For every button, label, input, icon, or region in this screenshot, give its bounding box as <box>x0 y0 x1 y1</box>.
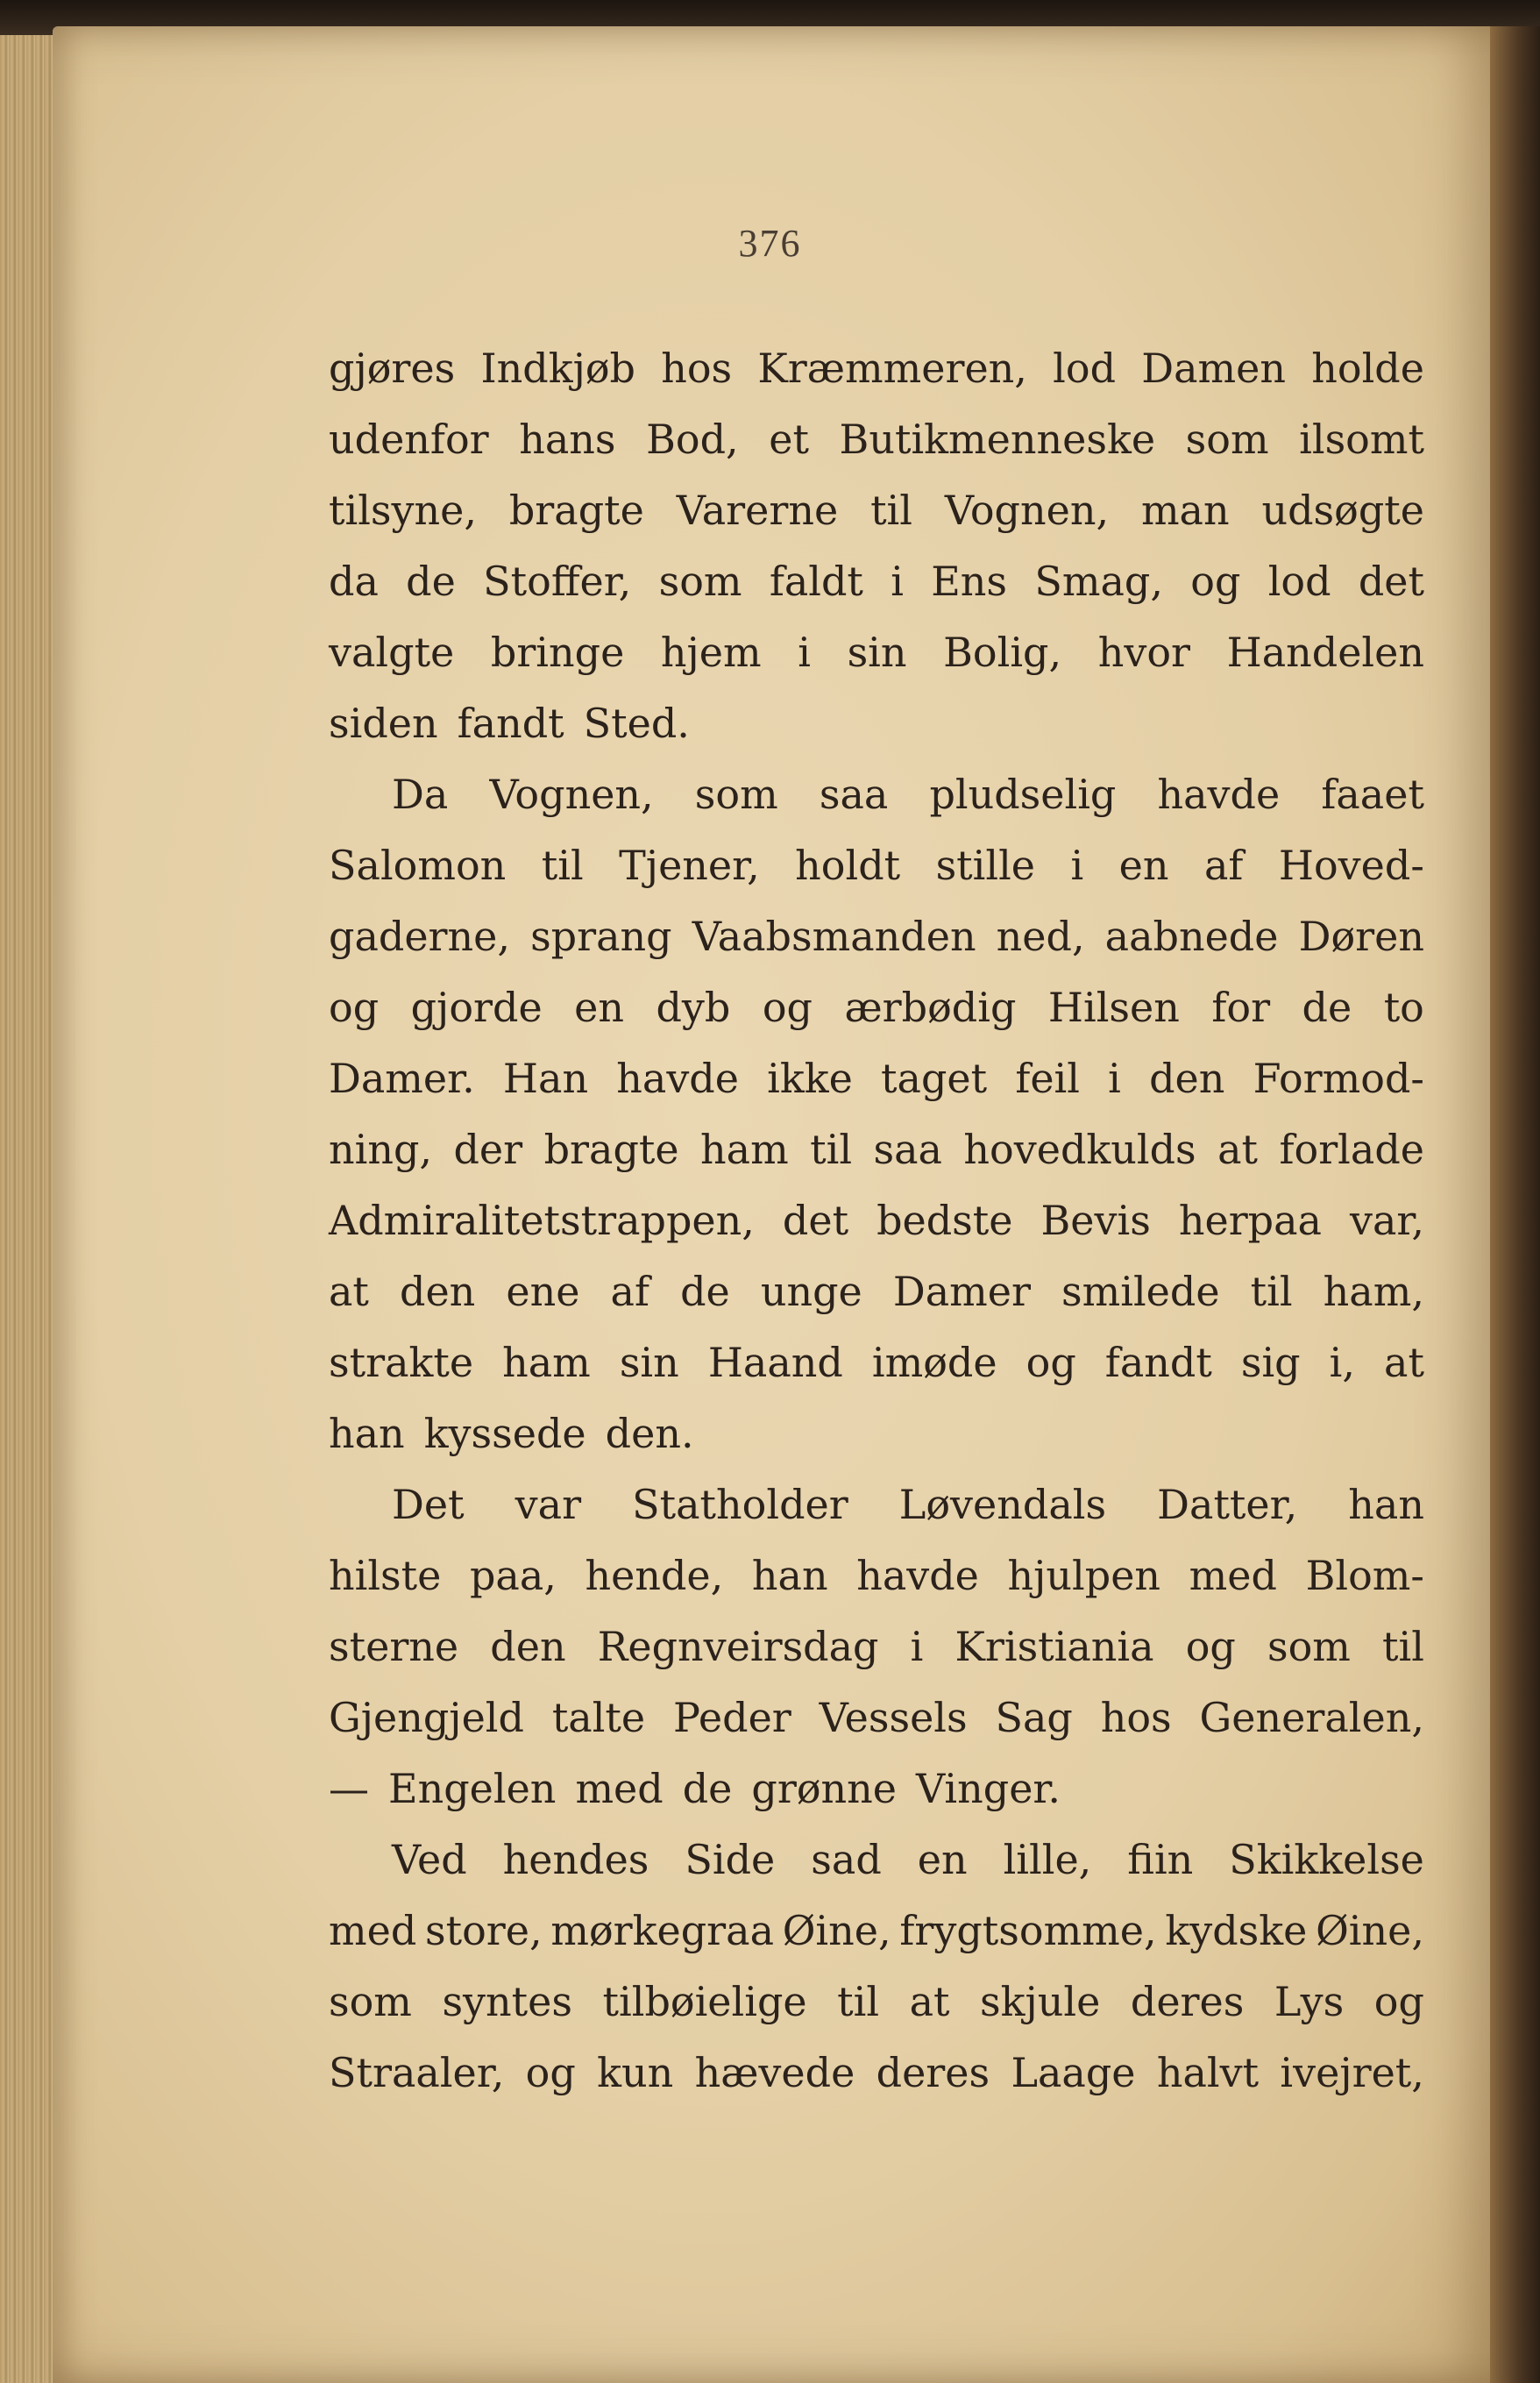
word: de <box>680 1268 730 1315</box>
word: Skikkelse <box>1229 1836 1424 1883</box>
word: som <box>1267 1623 1351 1670</box>
word: Damen <box>1141 345 1287 392</box>
word: lod <box>1053 345 1117 392</box>
word: Butikmenneske <box>839 416 1156 463</box>
word: af <box>1203 842 1244 889</box>
word: Da <box>392 771 449 818</box>
word: for <box>1211 984 1271 1031</box>
word: hos <box>1100 1694 1172 1741</box>
word: grønne <box>751 1765 898 1812</box>
word: Kristiania <box>955 1623 1154 1670</box>
text-line <box>329 617 1424 688</box>
text-line <box>329 1398 1424 1469</box>
word: Formod- <box>1253 1055 1424 1102</box>
word: lille, <box>1003 1836 1092 1883</box>
word: siden <box>329 700 438 747</box>
word: han <box>751 1552 828 1599</box>
word: feil <box>1015 1055 1080 1102</box>
text-line <box>329 1682 1424 1753</box>
text-line <box>329 1114 1424 1185</box>
word: kyssede <box>423 1410 586 1457</box>
word: ivejret, <box>1280 2049 1424 2096</box>
book-gutter <box>1490 26 1540 2383</box>
word: i <box>1070 842 1084 889</box>
word: talte <box>551 1694 646 1741</box>
text-line <box>329 830 1424 901</box>
word: Øine, <box>1316 1907 1424 1954</box>
word: Generalen, <box>1199 1694 1424 1741</box>
word: sterne <box>329 1623 459 1670</box>
word: Ved <box>392 1836 467 1883</box>
text-line <box>329 546 1424 617</box>
word: Peder <box>673 1694 791 1741</box>
text-line <box>329 688 1424 759</box>
word: aabnede <box>1104 913 1279 960</box>
word: kun <box>597 2049 674 2096</box>
word: til <box>1250 1268 1293 1315</box>
word: en <box>1118 842 1169 889</box>
word: fandt <box>457 700 564 747</box>
body-text <box>329 333 1424 2109</box>
word: Varerne <box>676 487 839 534</box>
word: hos <box>661 345 733 392</box>
word: af <box>610 1268 649 1315</box>
word: var, <box>1349 1197 1424 1244</box>
word: Vognen, <box>944 487 1110 534</box>
word: i, <box>1329 1339 1355 1386</box>
word: de <box>1302 984 1352 1031</box>
text-line <box>329 333 1424 404</box>
word: Damer <box>892 1268 1031 1315</box>
word: Smag, <box>1034 558 1163 605</box>
word: ham, <box>1323 1268 1424 1315</box>
word: Lys <box>1274 1978 1345 2025</box>
word: sprang <box>530 913 672 960</box>
word: havde <box>1157 771 1281 818</box>
word: Handelen <box>1226 629 1424 676</box>
word: Admiralitetstrappen, <box>329 1197 755 1244</box>
word: da <box>329 558 379 605</box>
word: deres <box>876 2049 990 2096</box>
word: tilsyne, <box>329 487 477 534</box>
word: Statholder <box>632 1481 848 1528</box>
word: Øine, <box>782 1907 891 1954</box>
page-number: 376 <box>738 222 802 265</box>
word: hovedkulds <box>963 1126 1196 1173</box>
text-line <box>329 2038 1424 2109</box>
word: Salomon <box>329 842 507 889</box>
word: til <box>810 1126 853 1173</box>
word: bragte <box>508 487 644 534</box>
word: den <box>1149 1055 1225 1102</box>
word: hans <box>519 416 616 463</box>
text-line <box>329 1896 1424 1967</box>
word: halvt <box>1156 2049 1260 2096</box>
word: var <box>515 1481 582 1528</box>
text-line <box>329 759 1424 830</box>
word: fandt <box>1104 1339 1212 1386</box>
word: til <box>1382 1623 1424 1670</box>
text-line <box>329 404 1424 475</box>
word: syntes <box>442 1978 572 2025</box>
word: saa <box>819 771 889 818</box>
word: deres <box>1130 1978 1245 2025</box>
word: taget <box>881 1055 988 1102</box>
word: det <box>782 1197 849 1244</box>
word: Engelen <box>388 1765 557 1812</box>
word: han <box>329 1410 405 1457</box>
word: i <box>798 629 811 676</box>
word: Han <box>502 1055 589 1102</box>
word: bringe <box>490 629 625 676</box>
word: — <box>329 1765 369 1812</box>
word: strakte <box>329 1339 474 1386</box>
word: Gjengjeld <box>329 1694 524 1741</box>
word: to <box>1383 984 1424 1031</box>
word: Sted. <box>583 700 690 747</box>
word: lod <box>1267 558 1331 605</box>
word: dyb <box>656 984 731 1031</box>
word: og <box>1185 1623 1236 1670</box>
word: at <box>1217 1126 1259 1173</box>
word: havde <box>856 1552 979 1599</box>
word: den <box>400 1268 476 1315</box>
word: ene <box>506 1268 580 1315</box>
word: kydske <box>1165 1907 1308 1954</box>
word: saa <box>873 1126 942 1173</box>
word: Blom- <box>1305 1552 1424 1599</box>
word: Vaabsmanden <box>692 913 976 960</box>
word: mørkegraa <box>550 1907 775 1954</box>
text-line <box>329 1185 1424 1256</box>
word: sin <box>847 629 907 676</box>
word: faldt <box>769 558 863 605</box>
word: ning, <box>329 1126 433 1173</box>
word: sad <box>811 1836 882 1883</box>
text-line <box>329 1540 1424 1611</box>
word: tilbøielige <box>602 1978 807 2025</box>
text-line <box>329 1469 1424 1540</box>
text-line <box>329 475 1424 546</box>
word: ikke <box>767 1055 853 1102</box>
word: hendes <box>502 1836 649 1883</box>
word: der <box>453 1126 523 1173</box>
word: et <box>769 416 809 463</box>
word: som <box>1185 416 1269 463</box>
word: Laage <box>1011 2049 1136 2096</box>
word: Side <box>685 1836 776 1883</box>
word: Datter, <box>1157 1481 1298 1528</box>
word: han <box>1348 1481 1424 1528</box>
word: den <box>490 1623 566 1670</box>
word: hende, <box>585 1552 724 1599</box>
word: og <box>1025 1339 1076 1386</box>
word: skjule <box>980 1978 1101 2025</box>
word: Regnveirsdag <box>597 1623 879 1670</box>
text-line <box>329 1753 1424 1825</box>
word: og <box>762 984 813 1031</box>
word: og <box>525 2049 576 2096</box>
word: Bolig, <box>943 629 1062 676</box>
word: ilsomt <box>1299 416 1424 463</box>
word: bragte <box>543 1126 679 1173</box>
word: ham <box>700 1126 789 1173</box>
text-line <box>329 1256 1424 1327</box>
word: hvor <box>1097 629 1190 676</box>
word: sin <box>619 1339 679 1386</box>
word: ærbødig <box>844 984 1017 1031</box>
word: i <box>1108 1055 1121 1102</box>
word: Bod, <box>646 416 739 463</box>
word: de <box>682 1765 733 1812</box>
word: og <box>1190 558 1241 605</box>
word: som <box>694 771 778 818</box>
word: Det <box>392 1481 465 1528</box>
word: Indkjøb <box>480 345 635 392</box>
word: hjulpen <box>1007 1552 1161 1599</box>
word: frygtsomme, <box>899 1907 1157 1954</box>
word: Løvendals <box>898 1481 1107 1528</box>
word: havde <box>616 1055 739 1102</box>
word: i <box>891 558 904 605</box>
text-line <box>329 1825 1424 1896</box>
word: forlade <box>1279 1126 1424 1173</box>
word: en <box>917 1836 968 1883</box>
word: med <box>575 1765 664 1812</box>
word: hjem <box>660 629 762 676</box>
word: Stoffer, <box>483 558 632 605</box>
word: at <box>329 1268 369 1315</box>
word: fiin <box>1127 1836 1194 1883</box>
word: gjøres <box>329 345 456 392</box>
text-line <box>329 972 1424 1043</box>
word: med <box>1189 1552 1277 1599</box>
word: med <box>329 1907 417 1954</box>
word: hilste <box>329 1552 442 1599</box>
word: faaet <box>1321 771 1424 818</box>
word: en <box>574 984 624 1031</box>
text-line <box>329 901 1424 972</box>
word: Kræmmeren, <box>757 345 1027 392</box>
word: imøde <box>871 1339 997 1386</box>
word: Hilsen <box>1047 984 1180 1031</box>
word: holdt <box>795 842 901 889</box>
word: Sag <box>995 1694 1073 1741</box>
word: paa, <box>469 1552 557 1599</box>
word: at <box>1384 1339 1424 1386</box>
word: Hoved- <box>1278 842 1424 889</box>
word: herpaa <box>1178 1197 1322 1244</box>
word: at <box>909 1978 950 2025</box>
word: sig <box>1240 1339 1301 1386</box>
word: hævede <box>694 2049 855 2096</box>
word: holde <box>1311 345 1424 392</box>
word: unge <box>760 1268 862 1315</box>
word: den. <box>605 1410 694 1457</box>
word: Tjener, <box>619 842 760 889</box>
word: Vognen, <box>489 771 654 818</box>
word: til <box>541 842 584 889</box>
word: udenfor <box>329 416 489 463</box>
word: Døren <box>1298 913 1424 960</box>
word: store, <box>425 1907 543 1954</box>
text-line <box>329 1327 1424 1398</box>
word: gjorde <box>410 984 543 1031</box>
word: som <box>329 1978 412 2025</box>
word: pludselig <box>929 771 1117 818</box>
word: til <box>837 1978 880 2025</box>
word: i <box>910 1623 924 1670</box>
word: Vinger. <box>916 1765 1061 1812</box>
text-line <box>329 1043 1424 1114</box>
word: stille <box>935 842 1036 889</box>
word: det <box>1358 558 1424 605</box>
word: man <box>1140 487 1230 534</box>
word: til <box>870 487 912 534</box>
word: Bevis <box>1040 1197 1151 1244</box>
word: de <box>406 558 456 605</box>
word: som <box>658 558 742 605</box>
word: udsøgte <box>1261 487 1424 534</box>
word: bedste <box>876 1197 1013 1244</box>
word: smilede <box>1061 1268 1220 1315</box>
word: og <box>1373 1978 1424 2025</box>
word: Haand <box>707 1339 843 1386</box>
text-line <box>329 1611 1424 1682</box>
word: ham <box>502 1339 591 1386</box>
word: Straaler, <box>329 2049 505 2096</box>
word: og <box>329 984 380 1031</box>
word: ned, <box>996 913 1085 960</box>
text-line <box>329 1967 1424 2038</box>
word: gaderne, <box>329 913 510 960</box>
word: Damer. <box>329 1055 475 1102</box>
word: Vessels <box>819 1694 968 1741</box>
word: Ens <box>931 558 1008 605</box>
word: valgte <box>329 629 455 676</box>
